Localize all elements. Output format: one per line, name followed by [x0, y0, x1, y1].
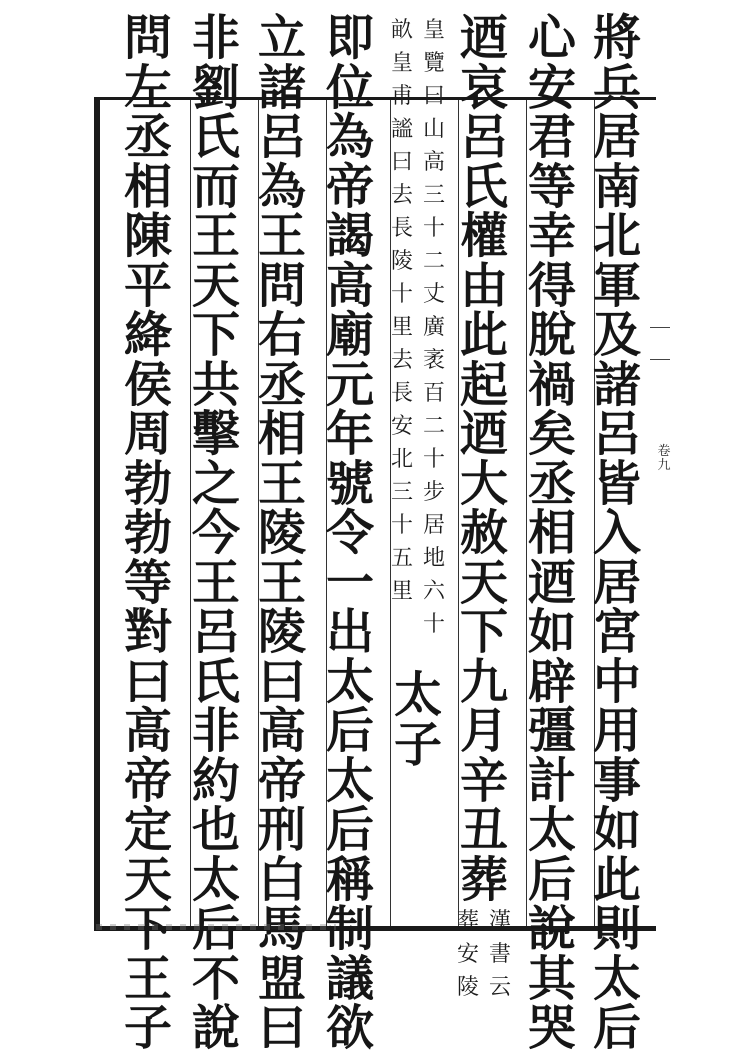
annotation-char: 三: [390, 480, 413, 505]
main-char: 后: [592, 1000, 641, 1056]
main-char: 高: [123, 703, 172, 759]
main-char: 丞: [527, 455, 576, 512]
main-char: 葬: [459, 851, 508, 908]
main-char: 如: [527, 604, 576, 660]
main-char: 之: [191, 455, 240, 512]
main-char: 稱: [325, 851, 374, 908]
annotation-char: 皇: [390, 51, 413, 76]
main-char: 氏: [191, 109, 240, 165]
main-char: 呂: [191, 604, 240, 660]
main-char: 天: [191, 257, 240, 314]
main-char: 氏: [459, 158, 508, 215]
main-char: 元: [325, 356, 374, 413]
annotation-char: 五: [390, 546, 413, 571]
main-char: 下: [459, 604, 508, 660]
main-char: 得: [527, 257, 576, 314]
annotation-char: 袤: [422, 348, 445, 373]
main-char: 丞: [257, 356, 306, 413]
annotation-char: 三: [422, 183, 445, 208]
text-column-2: [520, 10, 584, 1056]
main-char: 馬: [257, 901, 306, 957]
main-char: 丑: [459, 802, 508, 858]
annotation-char: 云: [488, 975, 511, 1000]
main-char: 相: [257, 406, 306, 462]
main-char: 等: [527, 158, 576, 215]
main-char: 將: [592, 10, 641, 66]
annotation-char: 去: [390, 183, 413, 208]
main-char: 勃: [123, 455, 172, 512]
main-char: 太: [527, 802, 576, 858]
text-column-3: [452, 10, 516, 1004]
annotation-left: [453, 905, 483, 1004]
main-char: 約: [191, 752, 240, 809]
main-char: 問: [123, 10, 172, 66]
annotation-char: 高: [422, 150, 445, 175]
annotation-pair: [387, 14, 449, 641]
main-char: 出: [325, 604, 374, 660]
main-char: 陳: [123, 208, 172, 264]
main-char: 天: [459, 554, 508, 611]
text-column-4: [386, 14, 450, 773]
annotation-char: 去: [390, 348, 413, 373]
text-column-1: [585, 10, 649, 1056]
main-char: 宮: [592, 604, 641, 660]
annotation-char: 安: [456, 942, 479, 967]
annotation-char: 葬: [456, 909, 479, 934]
main-char: 刑: [257, 802, 306, 858]
main-char: 呂: [459, 109, 508, 165]
main-char: 為: [257, 158, 306, 215]
main-char: 呂: [257, 109, 306, 165]
main-char: 后: [527, 851, 576, 908]
main-char: 即: [325, 10, 374, 66]
main-char: 太: [325, 752, 374, 809]
annotation-char: 書: [488, 942, 511, 967]
main-char: 事: [592, 752, 641, 809]
main-char: 陵: [257, 604, 306, 660]
annotation-char: 漢: [488, 909, 511, 934]
main-char: 問: [257, 257, 306, 314]
main-char: 王: [191, 554, 240, 611]
main-char: 勃: [123, 505, 172, 561]
main-char: 絳: [123, 307, 172, 363]
main-char: 平: [123, 257, 172, 314]
annotation-char: 曰: [390, 150, 413, 175]
annotation-char: 謐: [390, 117, 413, 142]
annotation-char: 百: [422, 381, 445, 406]
main-char: 天: [123, 851, 172, 908]
main-char: 計: [527, 752, 576, 809]
main-char: 子: [123, 1000, 172, 1056]
main-char: 月: [459, 703, 508, 759]
annotation-char: 六: [422, 579, 445, 604]
main-char: 赦: [459, 505, 508, 561]
main-char: 居: [592, 109, 641, 165]
main-char: 高: [325, 257, 374, 314]
main-char: 對: [123, 604, 172, 660]
main-char: 君: [527, 109, 576, 165]
annotation-char: 步: [422, 480, 445, 505]
annotation-char: 十: [422, 612, 445, 637]
main-char: 下: [123, 901, 172, 957]
annotation-char: 十: [422, 447, 445, 472]
annotation-char: 陵: [390, 249, 413, 274]
annotation-left: [387, 14, 417, 641]
annotation-char: 陵: [456, 975, 479, 1000]
main-char: 帝: [123, 752, 172, 809]
main-char: 號: [325, 455, 374, 512]
main-char: 相: [527, 505, 576, 561]
main-char: 白: [257, 851, 306, 908]
annotation-char: 長: [390, 216, 413, 241]
main-char: 則: [592, 901, 641, 957]
main-char: 曰: [123, 653, 172, 710]
main-char: 左: [123, 59, 172, 116]
main-char: 非: [191, 703, 240, 759]
main-char: 皆: [592, 455, 641, 512]
main-char: 帝: [257, 752, 306, 809]
fore-edge-margin: [650, 97, 670, 923]
edge-rule: [650, 327, 670, 328]
main-char: 說: [527, 901, 576, 957]
main-char: 太: [325, 653, 374, 710]
main-char: 而: [191, 158, 240, 215]
main-char: 年: [325, 406, 374, 462]
main-char: 廟: [325, 307, 374, 363]
main-char: 曰: [257, 653, 306, 710]
text-column-7: [184, 10, 248, 1056]
main-char: 陵: [257, 505, 306, 561]
main-char: 曰: [257, 1000, 306, 1056]
juan-label: 卷九: [657, 444, 671, 473]
main-char: 禍: [527, 356, 576, 413]
main-char: 一: [325, 554, 374, 611]
main-char: 共: [191, 356, 240, 413]
main-char: 太: [592, 950, 641, 1007]
main-char: 侯: [123, 356, 172, 413]
main-char: 其: [527, 950, 576, 1007]
main-char: 幸: [527, 208, 576, 264]
text-column-6: [250, 10, 314, 1056]
annotation-char: 安: [390, 414, 413, 439]
main-char: 如: [592, 802, 641, 858]
text-column-5: [318, 10, 382, 1056]
main-char: 迺: [459, 10, 508, 66]
main-char: 欲: [325, 1000, 374, 1056]
main-char: 心: [527, 10, 576, 66]
main-char: 軍: [592, 257, 641, 314]
main-char: 氏: [191, 653, 240, 710]
main-char: 后: [325, 802, 374, 858]
main-char: 周: [123, 406, 172, 462]
main-char: 制: [325, 901, 374, 957]
main-char: 北: [592, 208, 641, 264]
main-char: 王: [257, 208, 306, 264]
main-char: 擊: [191, 406, 240, 462]
main-char: 彊: [527, 703, 576, 759]
edge-rule: [650, 359, 670, 360]
main-char: 哀: [459, 59, 508, 116]
main-char: 王: [257, 554, 306, 611]
main-char: 兵: [592, 59, 641, 116]
annotation-char: 里: [390, 579, 413, 604]
annotation-char: 北: [390, 447, 413, 472]
main-char: 議: [325, 950, 374, 1007]
annotation-char: 十: [390, 282, 413, 307]
text-column-8: [116, 10, 180, 1056]
main-char: 南: [592, 158, 641, 215]
main-char: 也: [191, 802, 240, 858]
main-char: 位: [325, 59, 374, 116]
annotation-char: 十: [390, 513, 413, 538]
annotation-char: 皇: [422, 18, 445, 43]
annotation-char: 二: [422, 414, 445, 439]
annotation-char: 畝: [390, 18, 413, 43]
main-char: 后: [325, 703, 374, 759]
annotation-char: 甫: [390, 84, 413, 109]
main-char: 太: [191, 851, 240, 908]
main-char: 高: [257, 703, 306, 759]
main-char: 盟: [257, 950, 306, 1007]
main-char: 呂: [592, 406, 641, 462]
main-char: 子: [393, 716, 442, 773]
main-char: 哭: [527, 1000, 576, 1056]
annotation-char: 丈: [422, 282, 445, 307]
annotation-right: [485, 905, 515, 1004]
annotation-char: 地: [422, 546, 445, 571]
annotation-right: [419, 14, 449, 641]
annotation-char: 里: [390, 315, 413, 340]
main-char: 安: [527, 59, 576, 116]
main-char: 王: [191, 208, 240, 264]
annotation-char: 山: [422, 117, 445, 142]
main-char: 今: [191, 505, 240, 561]
main-char: 丞: [123, 109, 172, 165]
main-char: 非: [191, 10, 240, 66]
main-char: 立: [257, 10, 306, 66]
main-char: 及: [592, 307, 641, 363]
main-char: 后: [191, 901, 240, 957]
main-char: 太: [393, 667, 442, 723]
main-char: 脫: [527, 307, 576, 363]
main-char: 謁: [325, 208, 374, 264]
main-char: 令: [325, 505, 374, 561]
main-char: 權: [459, 208, 508, 264]
main-char: 矣: [527, 406, 576, 462]
main-char: 說: [191, 1000, 240, 1056]
main-char: 中: [592, 653, 641, 710]
main-char: 入: [592, 505, 641, 561]
main-char: 由: [459, 257, 508, 314]
main-char: 諸: [257, 59, 306, 116]
annotation-char: 居: [422, 513, 445, 538]
annotation-char: 曰: [422, 84, 445, 109]
annotation-char: 二: [422, 249, 445, 274]
main-char: 帝: [325, 158, 374, 215]
main-char: 右: [257, 307, 306, 363]
main-char: 王: [257, 455, 306, 512]
ink-smudge: [96, 924, 336, 930]
main-char: 居: [592, 554, 641, 611]
main-char: 九: [459, 653, 508, 710]
main-char: 相: [123, 158, 172, 215]
main-char: 此: [592, 851, 641, 908]
main-char: 不: [191, 950, 240, 1007]
main-char: 用: [592, 703, 641, 759]
main-char: 為: [325, 109, 374, 165]
main-char: 迺: [459, 406, 508, 462]
main-char: 等: [123, 554, 172, 611]
main-char: 迺: [527, 554, 576, 611]
main-char: 劉: [191, 59, 240, 116]
main-char: 大: [459, 455, 508, 512]
main-char: 諸: [592, 356, 641, 413]
main-char: 辛: [459, 752, 508, 809]
main-char: 定: [123, 802, 172, 858]
annotation-char: 十: [422, 216, 445, 241]
annotation-char: 廣: [422, 315, 445, 340]
annotation-char: 覽: [422, 51, 445, 76]
main-char: 下: [191, 307, 240, 363]
main-char: 起: [459, 356, 508, 413]
main-char: 王: [123, 950, 172, 1007]
annotation-char: 長: [390, 381, 413, 406]
main-char: 此: [459, 307, 508, 363]
main-char: 辟: [527, 653, 576, 710]
annotation-pair: [453, 905, 515, 1004]
